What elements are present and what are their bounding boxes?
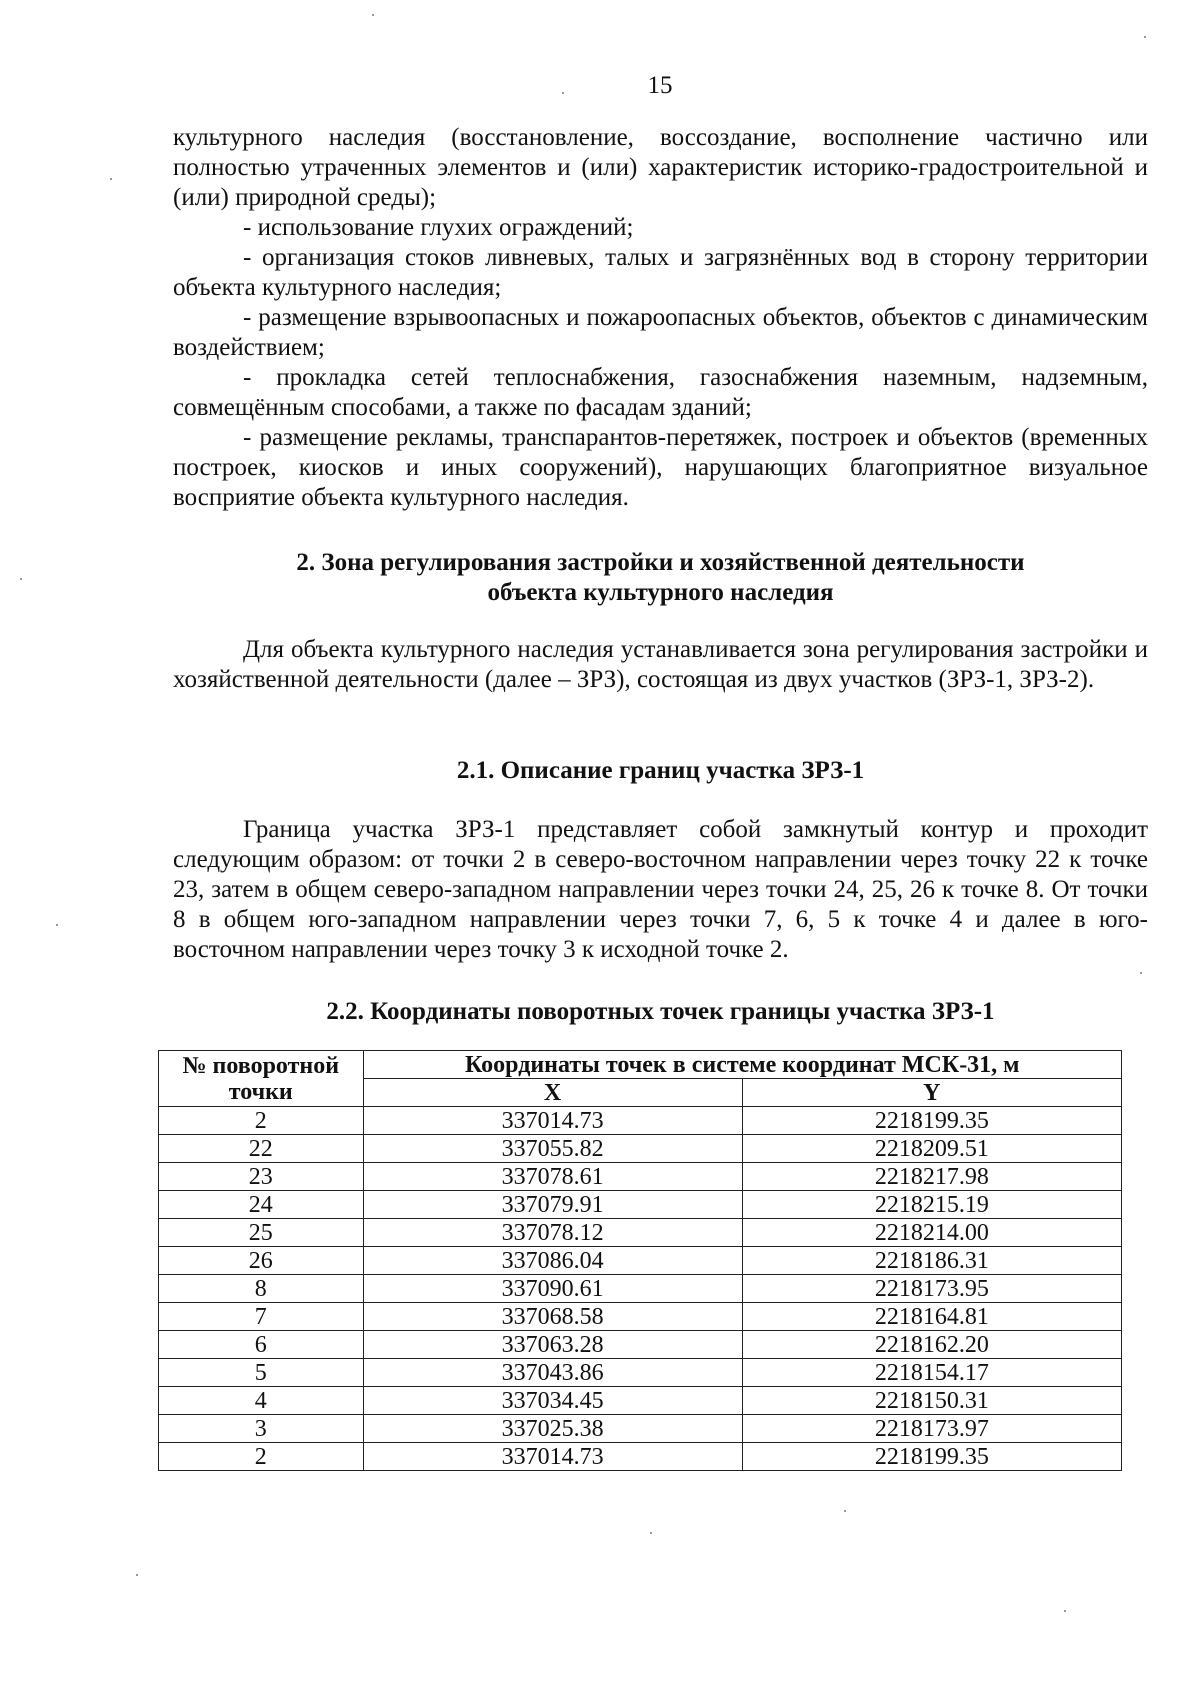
cell-y: 2218199.35	[742, 1107, 1121, 1135]
intro-paragraph: - размещение взрывоопасных и пожароопасных объектов, объектов с динамическим воздействием;	[173, 304, 1148, 361]
scan-speck	[562, 92, 564, 94]
page-number: 15	[647, 72, 673, 99]
section-2-text	[173, 635, 1148, 695]
cell-point: 7	[159, 1303, 364, 1331]
scan-speck	[650, 1532, 652, 1534]
cell-y: 2218209.51	[742, 1135, 1121, 1163]
cell-x: 337034.45	[363, 1387, 742, 1415]
cell-x: 337025.38	[363, 1415, 742, 1443]
cell-x: 337055.82	[363, 1135, 742, 1163]
cell-x: 337078.12	[363, 1219, 742, 1247]
table-row	[159, 1219, 1122, 1247]
scan-speck	[1064, 1610, 1066, 1612]
cell-y: 2218215.19	[742, 1191, 1121, 1219]
cell-y: 2218154.17	[742, 1359, 1121, 1387]
cell-point: 6	[159, 1331, 364, 1359]
intro-paragraph: - организация стоков ливневых, талых и загрязнённых вод в сторону территории объекта культурного наследия;	[173, 244, 1148, 301]
scan-speck	[1140, 972, 1142, 974]
cell-y: 2218217.98	[742, 1163, 1121, 1191]
table-row	[159, 1303, 1122, 1331]
cell-y: 2218186.31	[742, 1247, 1121, 1275]
table-row	[159, 1247, 1122, 1275]
intro-paragraph: - прокладка сетей теплоснабжения, газоснабжения наземным, надземным, совмещённым способами, а также по фасадам зданий;	[173, 364, 1148, 421]
table-row	[159, 1387, 1122, 1415]
cell-point: 3	[159, 1415, 364, 1443]
cell-x: 337014.73	[363, 1107, 742, 1135]
cell-point: 23	[159, 1163, 364, 1191]
scan-speck	[372, 14, 374, 16]
cell-point: 4	[159, 1387, 364, 1415]
scan-speck	[136, 1574, 138, 1576]
intro-paragraph: - использование глухих ограждений;	[243, 214, 634, 241]
table-row	[159, 1107, 1122, 1135]
section-2-1-paragraph: Граница участка ЗРЗ-1 представляет собой замкнутый контур и проходит следующим образом: от точки 2 в северо-восточном направлении через точку 22 к точке 23, затем в общем северо-западном направлении через точки 24, 25, 26 к точке 8. От точки 8 в общем юго-западном направлении через точки 7, 6, 5 к точке 4 и далее в юго-восточном направлении через точку 3 к исходной точке 2.	[173, 816, 1148, 963]
scan-speck	[56, 924, 58, 926]
cell-y: 2218164.81	[742, 1303, 1121, 1331]
intro-paragraph: культурного наследия (восстановление, воссоздание, восполнение частично или полностью утраченных элементов и (или) характеристик историко-градостроительной и (или) природной среды);	[173, 124, 1148, 211]
table-row	[159, 1443, 1122, 1471]
scan-speck	[110, 178, 112, 180]
cell-point: 2	[159, 1443, 364, 1471]
cell-y: 2218199.35	[742, 1443, 1121, 1471]
cell-y: 2218173.95	[742, 1275, 1121, 1303]
cell-point: 8	[159, 1275, 364, 1303]
header-coordinates: Координаты точек в системе координат МСК-31, м	[363, 1051, 1122, 1079]
header-point: № поворотной точки	[159, 1051, 364, 1107]
cell-y: 2218162.20	[742, 1331, 1121, 1359]
table-row	[159, 1163, 1122, 1191]
cell-x: 337079.91	[363, 1191, 742, 1219]
table-row	[159, 1275, 1122, 1303]
intro-paragraph: - размещение рекламы, транспарантов-перетяжек, построек и объектов (временных построек, киосков и иных сооружений), нарушающих благоприятное визуальное восприятие объекта культурного наследия.	[173, 424, 1148, 511]
table-row	[159, 1135, 1122, 1163]
cell-y: 2218173.97	[742, 1415, 1121, 1443]
cell-point: 25	[159, 1219, 364, 1247]
table-row	[159, 1191, 1122, 1219]
cell-x: 337068.58	[363, 1303, 742, 1331]
cell-x: 337078.61	[363, 1163, 742, 1191]
header-y: Y	[742, 1079, 1121, 1107]
cell-point: 5	[159, 1359, 364, 1387]
scan-speck	[1144, 36, 1146, 38]
section-2-2-title: 2.2. Координаты поворотных точек границы участка ЗРЗ-1	[326, 998, 995, 1025]
coordinates-table	[158, 1050, 1122, 1471]
section-2-1-text	[173, 815, 1148, 965]
cell-point: 24	[159, 1191, 364, 1219]
cell-point: 26	[159, 1247, 364, 1275]
cell-x: 337063.28	[363, 1331, 742, 1359]
intro-text	[173, 123, 1148, 513]
cell-x: 337043.86	[363, 1359, 742, 1387]
cell-x: 337086.04	[363, 1247, 742, 1275]
section-2-1-title: 2.1. Описание границ участка ЗРЗ-1	[456, 757, 865, 784]
cell-y: 2218214.00	[742, 1219, 1121, 1247]
table-row	[159, 1331, 1122, 1359]
section-2-title-line1: 2. Зона регулирования застройки и хозяйственной деятельности	[296, 549, 1025, 576]
header-x: X	[363, 1079, 742, 1107]
cell-point: 2	[159, 1107, 364, 1135]
scan-speck	[20, 578, 22, 580]
section-2-paragraph: Для объекта культурного наследия устанавливается зона регулирования застройки и хозяйственной деятельности (далее – ЗРЗ), состоящая из двух участков (ЗРЗ-1, ЗРЗ-2).	[173, 636, 1148, 693]
cell-x: 337014.73	[363, 1443, 742, 1471]
cell-point: 22	[159, 1135, 364, 1163]
table-row	[159, 1359, 1122, 1387]
table-row	[159, 1415, 1122, 1443]
scan-speck	[844, 1510, 846, 1512]
cell-y: 2218150.31	[742, 1387, 1121, 1415]
section-2-title-line2: объекта культурного наследия	[487, 579, 834, 606]
cell-x: 337090.61	[363, 1275, 742, 1303]
